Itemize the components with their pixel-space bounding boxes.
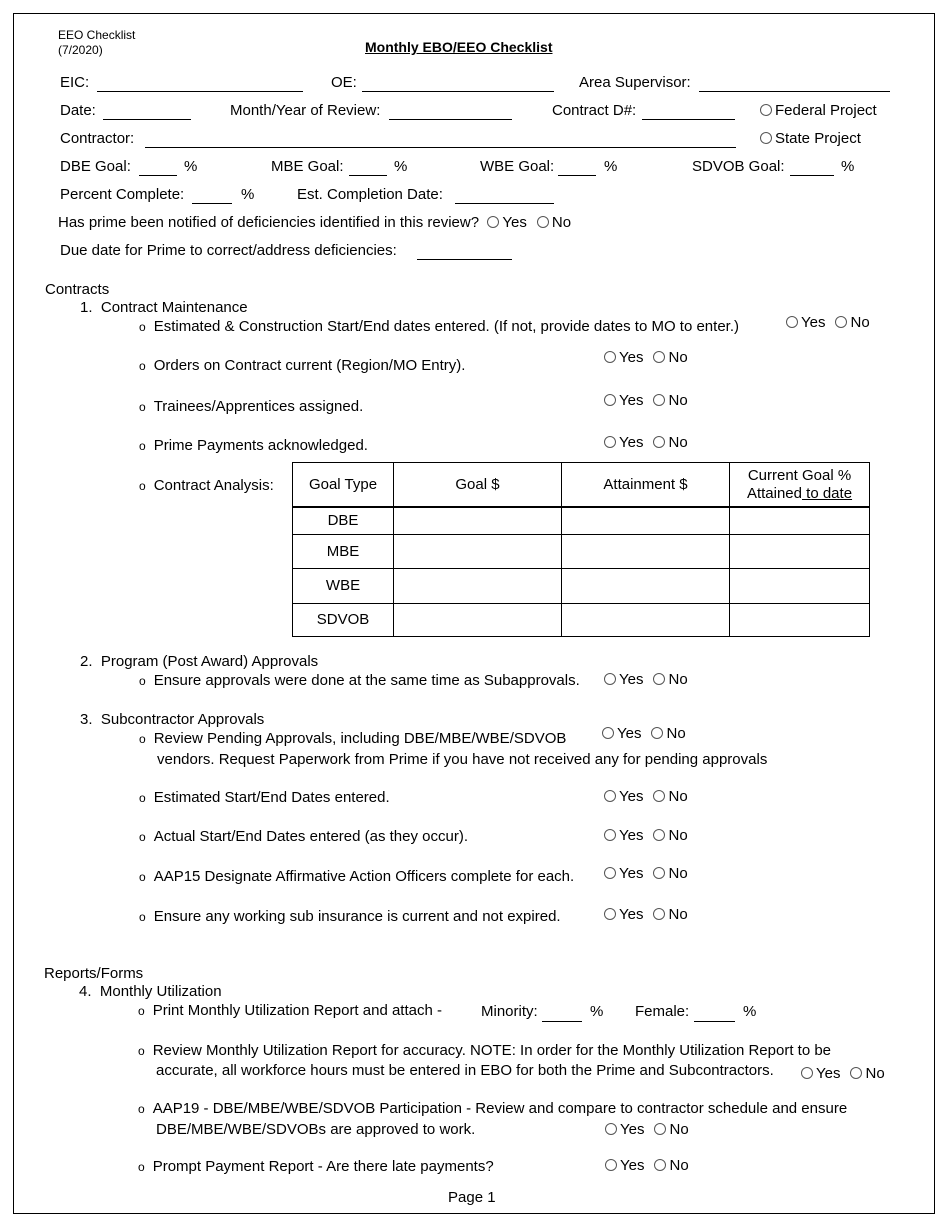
table-cell: MBE [293,534,394,568]
due-date-field[interactable] [417,259,512,260]
list-item: o Trainees/Apprentices assigned. [139,398,364,415]
table-cell[interactable] [394,568,562,603]
list-item: o Estimated & Construction Start/End dates entered. (If not, provide dates to MO to enter.) [139,318,739,335]
table-cell: DBE [293,507,394,534]
list-item: o Review Monthly Utilization Report for accuracy. NOTE: In order for the Monthly Utilization Report to be [138,1042,832,1059]
radio-icon[interactable] [654,1123,666,1135]
list-item: o Estimated Start/End Dates entered. [139,789,390,806]
radio-icon[interactable] [604,867,616,879]
section-4-title: 4. Monthly Utilization [79,983,222,1000]
contractor-label: Contractor: [60,130,135,147]
radio-icon[interactable] [651,727,663,739]
female-field[interactable] [694,1021,735,1022]
yes-no-group[interactable]: Yes No [605,1157,689,1174]
page-title: Monthly EBO/EEO Checklist [365,39,553,55]
radio-icon[interactable] [604,790,616,802]
mbe-goal-label: MBE Goal: [271,158,344,175]
radio-icon[interactable] [487,216,499,228]
yes-no-group[interactable]: Yes No [604,434,688,451]
radio-icon[interactable] [801,1067,813,1079]
list-item: o Ensure any working sub insurance is current and not expired. [139,908,561,925]
section-3-title: 3. Subcontractor Approvals [80,711,265,728]
table-cell[interactable] [730,534,870,568]
list-item-continuation: vendors. Request Paperwork from Prime if you have not received any for pending approvals [157,751,768,768]
table-cell: SDVOB [293,603,394,636]
state-project-option[interactable]: State Project [760,130,861,147]
table-cell[interactable] [562,534,730,568]
table-cell[interactable] [730,507,870,534]
radio-icon[interactable] [653,351,665,363]
contract-no-field[interactable] [642,119,735,120]
radio-icon[interactable] [605,1123,617,1135]
percent-sign: % [604,158,618,175]
radio-icon[interactable] [654,1159,666,1171]
table-row [293,568,870,603]
percent-sign: % [590,1003,604,1020]
list-item: o Prompt Payment Report - Are there late payments? [138,1158,494,1175]
table-cell[interactable] [394,507,562,534]
contract-analysis-label: o Contract Analysis: [139,477,274,494]
percent-complete-label: Percent Complete: [60,186,185,203]
sdvob-goal-label: SDVOB Goal: [692,158,785,175]
percent-sign: % [241,186,255,203]
list-item-continuation: accurate, all workforce hours must be entered in EBO for both the Prime and Subcontractors. [156,1062,774,1079]
table-header: Goal Type [293,463,394,508]
yes-no-group[interactable]: Yes No [602,725,686,742]
table-cell[interactable] [562,603,730,636]
list-item: o Orders on Contract current (Region/MO Entry). [139,357,466,374]
area-supervisor-label: Area Supervisor: [579,74,691,91]
radio-icon[interactable] [604,394,616,406]
radio-icon[interactable] [653,829,665,841]
contractor-field[interactable] [145,147,736,148]
radio-icon[interactable] [653,673,665,685]
form-name: EEO Checklist [58,28,136,42]
contracts-heading: Contracts [45,281,110,298]
yes-no-group[interactable]: Yes No [786,314,870,331]
form-date: (7/2020) [58,43,103,57]
yes-no-group[interactable]: Yes No [604,788,688,805]
radio-icon[interactable] [604,908,616,920]
minority-field[interactable] [542,1021,582,1022]
list-item: o Ensure approvals were done at the same time as Subapprovals. [139,672,580,689]
table-cell[interactable] [394,603,562,636]
dbe-goal-label: DBE Goal: [60,158,131,175]
oe-label: OE: [331,74,357,91]
section-2-title: 2. Program (Post Award) Approvals [80,653,319,670]
date-field[interactable] [103,119,191,120]
radio-icon[interactable] [604,436,616,448]
eic-label: EIC: [60,74,90,91]
radio-icon[interactable] [653,908,665,920]
radio-icon[interactable] [602,727,614,739]
mbe-goal-field[interactable] [349,175,387,176]
table-cell[interactable] [730,568,870,603]
table-cell[interactable] [394,534,562,568]
table-cell[interactable] [730,603,870,636]
table-row [293,603,870,636]
yes-no-group[interactable]: Yes No [801,1065,885,1082]
radio-icon[interactable] [653,394,665,406]
radio-icon[interactable] [604,829,616,841]
yes-no-group[interactable]: Yes No [604,865,688,882]
percent-sign: % [841,158,855,175]
oe-field[interactable] [362,91,554,92]
contract-no-label: Contract D#: [552,102,637,119]
percent-sign: % [743,1003,757,1020]
due-date-label: Due date for Prime to correct/address deficiencies: [60,242,397,259]
area-supervisor-field[interactable] [699,91,890,92]
yes-no-group[interactable]: Yes No [605,1121,689,1138]
radio-icon[interactable] [786,316,798,328]
radio-icon[interactable] [653,436,665,448]
section-1-title: 1. Contract Maintenance [80,299,248,316]
yes-no-group[interactable]: Yes No [604,827,688,844]
yes-no-group[interactable]: Yes No [604,671,688,688]
dbe-goal-field[interactable] [139,175,177,176]
est-completion-label: Est. Completion Date: [297,186,443,203]
list-item-continuation: DBE/MBE/WBE/SDVOBs are approved to work. [156,1121,476,1138]
wbe-goal-label: WBE Goal: [480,158,555,175]
radio-icon[interactable] [605,1159,617,1171]
table-header: Current Goal % Attained to date [730,463,870,508]
percent-sign: % [394,158,408,175]
eic-field[interactable] [97,91,303,92]
radio-icon[interactable] [850,1067,862,1079]
prime-notified-question: Has prime been notified of deficiencies identified in this review? Yes No [58,214,572,231]
yes-no-group[interactable]: Yes No [604,392,688,409]
list-item: o Print Monthly Utilization Report and attach - [138,1002,442,1019]
contract-analysis-table [292,462,870,637]
wbe-goal-field[interactable] [558,175,596,176]
table-row [293,534,870,568]
table-cell: WBE [293,568,394,603]
date-label: Date: [60,102,96,119]
table-cell[interactable] [562,507,730,534]
radio-icon[interactable] [835,316,847,328]
table-row [293,507,870,534]
radio-icon[interactable] [653,867,665,879]
list-item: o Actual Start/End Dates entered (as they occur). [139,828,469,845]
percent-sign: % [184,158,198,175]
table-header: Goal $ [394,463,562,508]
radio-icon[interactable] [604,673,616,685]
list-item: o AAP15 Designate Affirmative Action Officers complete for each. [139,868,575,885]
page-number: Page 1 [448,1189,496,1206]
est-completion-field[interactable] [455,203,554,204]
radio-icon[interactable] [604,351,616,363]
list-item: o Prime Payments acknowledged. [139,437,368,454]
radio-icon[interactable] [760,132,772,144]
table-header: Attainment $ [562,463,730,508]
minority-label: Minority: [481,1003,538,1020]
reports-heading: Reports/Forms [44,965,144,982]
month-year-field[interactable] [389,119,512,120]
list-item: o Review Pending Approvals, including DBE/MBE/WBE/SDVOB [139,730,567,747]
percent-complete-field[interactable] [192,203,232,204]
table-cell[interactable] [562,568,730,603]
list-item: o AAP19 - DBE/MBE/WBE/SDVOB Participation - Review and compare to contractor schedule and ensure [138,1100,848,1117]
yes-no-group[interactable]: Yes No [604,349,688,366]
radio-icon[interactable] [760,104,772,116]
month-year-label: Month/Year of Review: [230,102,381,119]
radio-icon[interactable] [653,790,665,802]
yes-no-group[interactable]: Yes No [604,906,688,923]
sdvob-goal-field[interactable] [790,175,834,176]
radio-icon[interactable] [537,216,549,228]
female-label: Female: [635,1003,690,1020]
federal-project-option[interactable]: Federal Project [760,102,877,119]
